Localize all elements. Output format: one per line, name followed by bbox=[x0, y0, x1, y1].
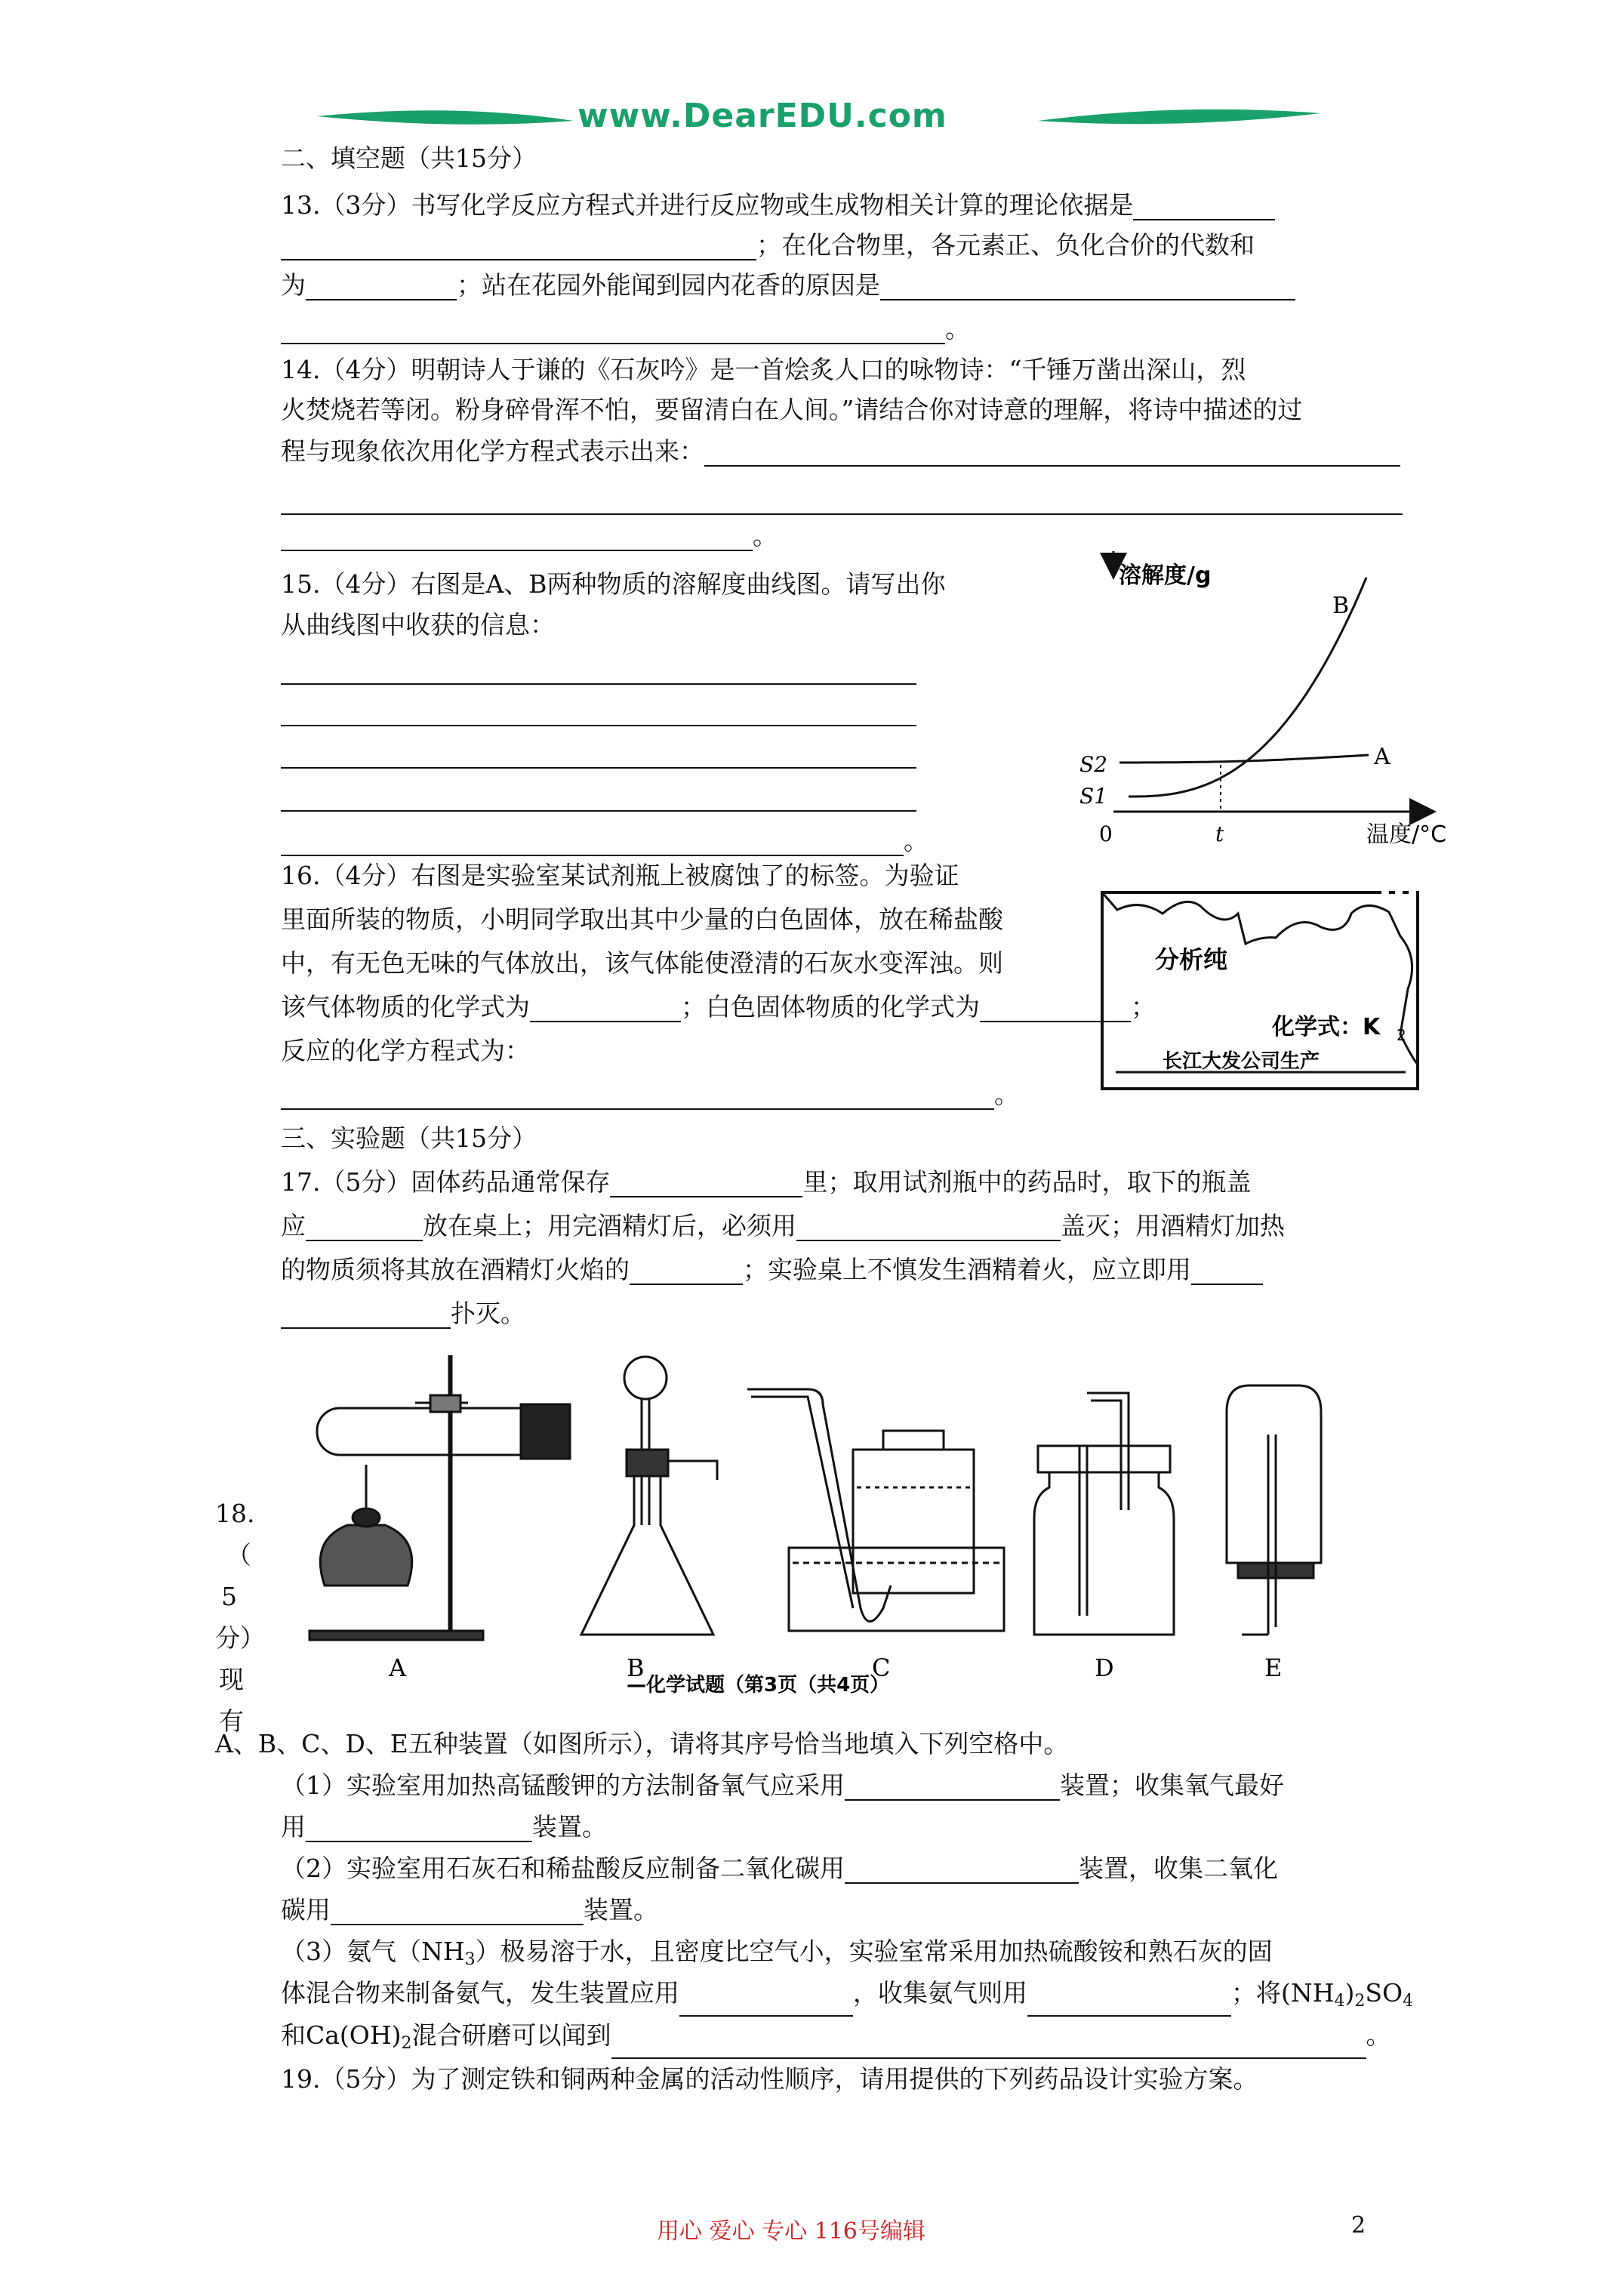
q18-side-5: 现 bbox=[219, 1665, 244, 1694]
footer-text: 用心 爱心 专心 116号编辑 bbox=[657, 2218, 925, 2245]
apparatus-figure bbox=[294, 1336, 1329, 1695]
q14-line1: 14.（4分）明朝诗人于谦的《石灰吟》是一首烩炙人口的咏物诗：“千锤万凿出深山，烈 bbox=[281, 355, 1246, 384]
q16-line3: 中，有无色无味的气体放出，该气体能使澄清的石灰水变浑浊。则 bbox=[281, 948, 1003, 978]
series-label-A: A bbox=[1374, 744, 1390, 770]
q18-p3-line2: 体混合物来制备氨气，发生装置应用 ，收集氨气则用 ；将$(NH_4)_2SO_4$ bbox=[281, 1978, 1413, 2017]
apparatus-label-B: B bbox=[627, 1653, 645, 1682]
label-formula: 化学式：K bbox=[1272, 1014, 1381, 1040]
apparatus-label-D: D bbox=[1095, 1653, 1114, 1682]
apparatus-B bbox=[581, 1357, 717, 1635]
q18-side-6: 有 bbox=[219, 1706, 244, 1736]
page-number: 2 bbox=[1351, 2212, 1366, 2239]
q13-line3: 为 ；站在花园外能闻到园内花香的原因是 bbox=[281, 270, 1295, 300]
q18-p2-line2: 碳用 装置。 bbox=[281, 1895, 658, 1925]
label-formula-sub: 2 bbox=[1397, 1026, 1406, 1044]
y-tick-s2: S2 bbox=[1079, 752, 1107, 777]
q17-line3: 的物质须将其放在酒精灯火焰的 ；实验桌上不慎发生酒精着火，应立即用 bbox=[281, 1255, 1263, 1285]
q15-line1: 15.（4分）右图是A、B两种物质的溶解度曲线图。请写出你 bbox=[281, 569, 946, 599]
q14-line3: 程与现象依次用化学方程式表示出来： bbox=[281, 436, 1400, 467]
y-tick-s1: S1 bbox=[1079, 784, 1107, 809]
q18-side-2: （ bbox=[226, 1540, 251, 1570]
q13-line1: 13.（3分）书写化学反应方程式并进行反应物或生成物相关计算的理论依据是 bbox=[281, 190, 1275, 220]
q17-line1: 17.（5分）固体药品通常保存 里；取用试剂瓶中的药品时，取下的瓶盖 bbox=[281, 1167, 1252, 1197]
q18-p3-line3: 和$Ca(OH)_2$混合研磨可以闻到 。 bbox=[281, 2020, 1391, 2059]
curve-A bbox=[1119, 755, 1369, 763]
q18-side-4: 分） bbox=[215, 1623, 265, 1653]
section3-title: 三、实验题（共15分） bbox=[281, 1123, 537, 1153]
q18-side-1: 18. bbox=[215, 1499, 255, 1528]
section2-title: 二、填空题（共15分） bbox=[281, 143, 537, 173]
q15-rule-3 bbox=[281, 767, 916, 769]
q16-line6: 。 bbox=[281, 1080, 1019, 1110]
q13-line4: 。 bbox=[281, 314, 970, 344]
apparatus-D bbox=[1034, 1393, 1174, 1635]
q15-rule-1 bbox=[281, 683, 916, 685]
apparatus-label-A: A bbox=[389, 1653, 407, 1682]
q14-answer-rule bbox=[281, 513, 1403, 515]
q18-p2-line1: （2）实验室用石灰石和稀盐酸反应制备二氧化碳用 装置，收集二氧化 bbox=[281, 1854, 1278, 1883]
q14-line2: 火焚烧若等闭。粉身碎骨浑不怕，要留清白在人间。”请结合你对诗意的理解，将诗中描述的过 bbox=[281, 395, 1303, 424]
q15-rule-4 bbox=[281, 810, 916, 812]
q18-p1-line2: 用 装置。 bbox=[281, 1812, 607, 1841]
apparatus-A bbox=[310, 1355, 570, 1640]
q18-p1-line1: （1）实验室用加热高锰酸钾的方法制备氧气应采用 装置；收集氧气最好 bbox=[281, 1771, 1284, 1800]
curve-B bbox=[1129, 578, 1366, 797]
q18-side-3: 5 bbox=[221, 1582, 237, 1611]
corroded-reagent-label bbox=[1095, 883, 1427, 1099]
x-tick-t: t bbox=[1215, 821, 1224, 846]
q18-intro: A、B、C、D、E五种装置（如图所示），请将其序号恰当地填入下列空格中。 bbox=[215, 1729, 1069, 1758]
q17-line4: 扑灭。 bbox=[281, 1299, 525, 1329]
apparatus-caption: —化学试题（第3页（共4页） bbox=[627, 1674, 890, 1695]
q15-line2: 从曲线图中收获的信息： bbox=[281, 610, 555, 639]
q16-line5: 反应的化学方程式为： bbox=[281, 1036, 530, 1065]
q16-line4: 该气体物质的化学式为 ；白色固体物质的化学式为 ； bbox=[281, 992, 1156, 1022]
solubility-chart bbox=[1072, 551, 1449, 853]
q15-line-end: 。 bbox=[281, 826, 929, 856]
label-company: 长江大发公司生产 bbox=[1163, 1050, 1320, 1073]
q16-line2: 里面所装的物质，小明同学取出其中少量的白色固体，放在稀盐酸 bbox=[281, 905, 1003, 934]
apparatus-label-E: E bbox=[1264, 1653, 1283, 1682]
q19-line1: 19.（5分）为了测定铁和铜两种金属的活动性顺序，请用提供的下列药品设计实验方案。 bbox=[281, 2064, 1258, 2094]
apparatus-C bbox=[747, 1389, 1004, 1631]
q13-line2: ；在化合物里，各元素正、负化合价的代数和 bbox=[281, 230, 1255, 260]
q16-line1: 16.（4分）右图是实验室某试剂瓶上被腐蚀了的标签。为验证 bbox=[281, 861, 959, 890]
label-purity: 分析纯 bbox=[1155, 945, 1228, 974]
y-axis-label: 溶解度/g bbox=[1119, 562, 1212, 589]
header-site: www.DearEDU.com bbox=[577, 97, 947, 135]
q15-rule-2 bbox=[281, 725, 916, 726]
origin-label: 0 bbox=[1099, 821, 1113, 846]
x-axis-label: 温度/°C bbox=[1366, 821, 1447, 848]
apparatus-E bbox=[1227, 1385, 1321, 1635]
q17-line2: 应 放在桌上；用完酒精灯后，必须用 盖灭；用酒精灯加热 bbox=[281, 1211, 1285, 1240]
series-label-B: B bbox=[1332, 593, 1350, 619]
q14-line5: 。 bbox=[281, 521, 778, 551]
apparatus-label-C: C bbox=[872, 1653, 891, 1682]
q18-p3-line1: （3）氨气$(NH_3)$极易溶于水，且密度比空气小，实验室常采用加热硫酸铵和熟石灰的固 bbox=[281, 1937, 1273, 1969]
